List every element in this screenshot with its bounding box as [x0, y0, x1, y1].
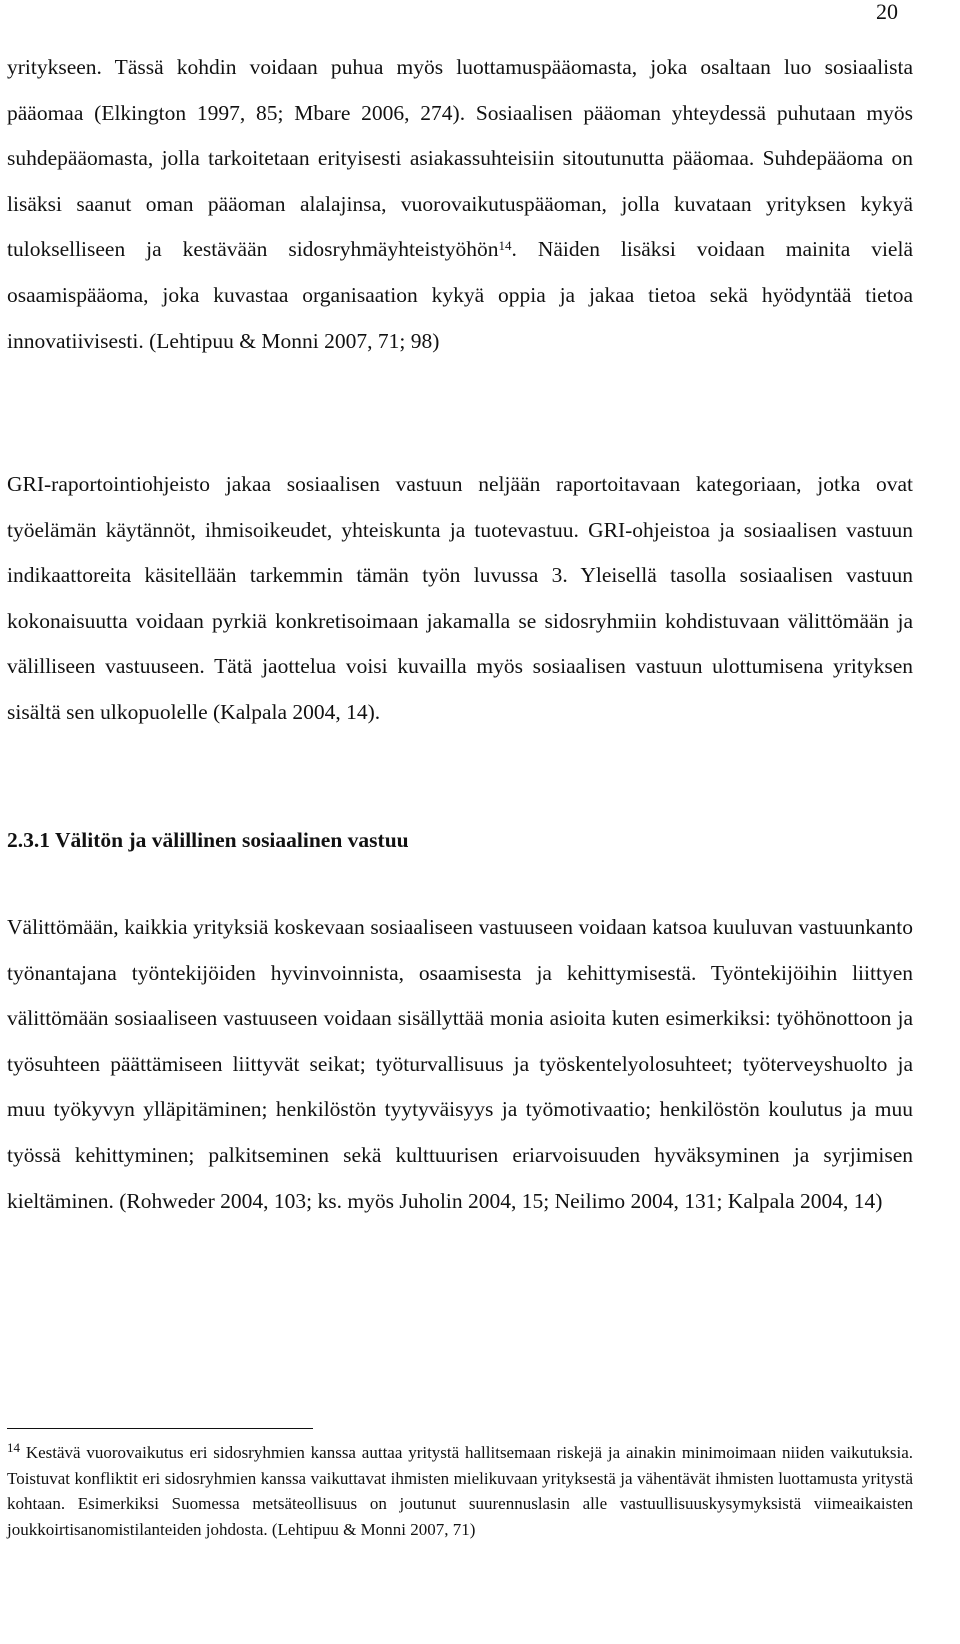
- page-number: 20: [876, 0, 898, 24]
- paragraph-text: Välittömään, kaikkia yrityksiä koskevaan sosiaaliseen vastuuseen voidaan katsoa kuuluvan vastuunkanto työnantajana työntekijöiden hyvinvoinnista, osaamisesta ja kehittymisestä. Työntekijöihin liittyen välittömään sosiaaliseen vastuuseen voidaan sisällyttää monia asioita kuten esimerkiksi: työhönottoon ja työsuhteen päättämiseen liittyvät seikat; työturvallisuus ja työskentelyolosuhteet; työterveyshuolto ja muu työkyvyn ylläpitäminen; henkilöstön tyytyväisyys ja työmotivaatio; henkilöstön koulutus ja muu työssä kehittyminen; palkitseminen sekä kulttuurisen eriarvoisuuden hyväksyminen ja syrjimisen kieltäminen. (Rohweder 2004, 103; ks. myös Juholin 2004, 15; Neilimo 2004, 131; Kalpala 2004, 14): [7, 915, 913, 1213]
- footnote-marker: 14: [7, 1440, 20, 1455]
- paragraph-text-part-2: . Näiden lisäksi voidaan mainita vielä osaamispääoma, joka kuvastaa organisaation kykyä oppia ja jakaa tietoa sekä hyödyntää tietoa innovatiivisesti. (Lehtipuu & Monni 2007, 71; 98): [7, 237, 913, 353]
- section-heading: [7, 818, 409, 862]
- footnote-separator: [7, 1428, 313, 1429]
- footnote-text: Kestävä vuorovaikutus eri sidosryhmien kanssa auttaa yritystä hallitsemaan riskejä ja ainakin minimoimaan niiden vaikutuksia. Toistuvat konfliktit eri sidosryhmien kanssa vaikuttavat ihmisten mielikuvaan yrityksestä ja vähentävät ihmisten luottamusta yritystä kohtaan. Esimerkiksi Suomessa metsäteollisuus on joutunut suurennuslasin alle vastuullisuuskysymyksistä viimeaikaisten joukkoirtisanomistilanteiden johdosta. (Lehtipuu & Monni 2007, 71): [7, 1443, 913, 1539]
- paragraph-capital-types: [7, 45, 913, 364]
- section-number: 2.3.1: [7, 828, 50, 852]
- paragraph-direct-responsibility: [7, 905, 913, 1224]
- section-title: Välitön ja välillinen sosiaalinen vastuu: [55, 828, 409, 852]
- footnote: [7, 1440, 913, 1542]
- paragraph-text-part-1: yritykseen. Tässä kohdin voidaan puhua myös luottamuspääomasta, joka osaltaan luo sosiaalista pääomaa (Elkington 1997, 85; Mbare 2006, 274). Sosiaalisen pääoman yhteydessä puhutaan myös suhdepääomasta, jolla tarkoitetaan erityisesti asiakassuhteisiin sitoutunutta pääomaa. Suhdepääoma on lisäksi saanut oman pääoman alalajinsa, vuorovaikutuspääoman, jolla kuvataan yrityksen kykyä tulokselliseen ja kestävään sidosryhmäyhteistyöhön: [7, 55, 913, 262]
- paragraph-text: GRI-raportointiohjeisto jakaa sosiaalisen vastuun neljään raportoitavaan kategoriaan, jotka ovat työelämän käytännöt, ihmisoikeudet, yhteiskunta ja tuotevastuu. GRI-ohjeistoa ja sosiaalisen vastuun indikaattoreita käsitellään tarkemmin tämän työn luvussa 3. Yleisellä tasolla sosiaalisen vastuun kokonaisuutta voidaan pyrkiä konkretisoimaan jakamalla se sidosryhmiin kohdistuvaan välittömään ja välilliseen vastuuseen. Tätä jaottelua voisi kuvailla myös sosiaalisen vastuun ulottumisena yrityksen sisältä sen ulkopuolelle (Kalpala 2004, 14).: [7, 472, 913, 724]
- footnote-reference[interactable]: 14: [498, 238, 512, 254]
- paragraph-gri-categories: [7, 462, 913, 736]
